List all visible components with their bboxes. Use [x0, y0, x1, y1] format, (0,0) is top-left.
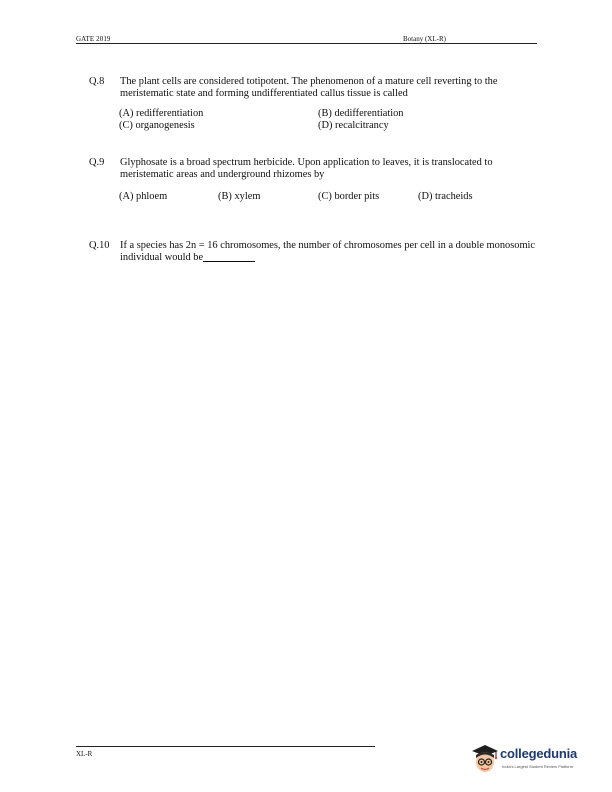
- question-10: [89, 240, 549, 266]
- option-d: (D) recalcitrancy: [318, 120, 389, 131]
- collegedunia-logo: [470, 742, 590, 778]
- answer-blank: [203, 252, 255, 262]
- question-number: Q.10: [89, 240, 110, 251]
- question-number: Q.9: [89, 157, 105, 168]
- logo-tagline: India's Largest Student Review Platform: [502, 764, 574, 769]
- footer-paper-code: XL-R: [76, 750, 93, 758]
- footer-rule: [76, 746, 305, 747]
- option-c: (C) organogenesis: [119, 120, 195, 131]
- option-b: (B) dedifferentiation: [318, 108, 404, 119]
- option-a: (A) phloem: [119, 191, 168, 202]
- option-c: (C) border pits: [318, 191, 380, 202]
- header-exam-name: GATE 2019: [76, 35, 111, 43]
- header-rule: [76, 43, 305, 44]
- question-number: Q.8: [89, 76, 105, 87]
- option-d: (D) tracheids: [418, 191, 473, 202]
- logo-wordmark: collegedunia: [500, 746, 578, 761]
- footer-rule: [305, 746, 375, 747]
- question-text: If a species has 2n = 16 chromosomes, the number of chromosomes per cell in a double monosomic individual would be: [120, 240, 536, 263]
- header-paper-name: Botany (XL-R): [403, 35, 446, 43]
- question-text: The plant cells are considered totipotent. The phenomenon of a mature cell reverting to the meristematic state and forming undifferentiated callus tissue is called: [120, 76, 498, 99]
- question-text: Glyphosate is a broad spectrum herbicide. Upon application to leaves, it is translocated to meristematic areas and underground rhizomes by: [120, 157, 493, 180]
- question-9: [89, 157, 549, 183]
- option-b: (B) xylem: [218, 191, 261, 202]
- option-a: (A) redifferentiation: [119, 108, 204, 119]
- question-8: [89, 76, 549, 102]
- header-rule: [305, 43, 537, 44]
- mascot-icon: [470, 742, 500, 776]
